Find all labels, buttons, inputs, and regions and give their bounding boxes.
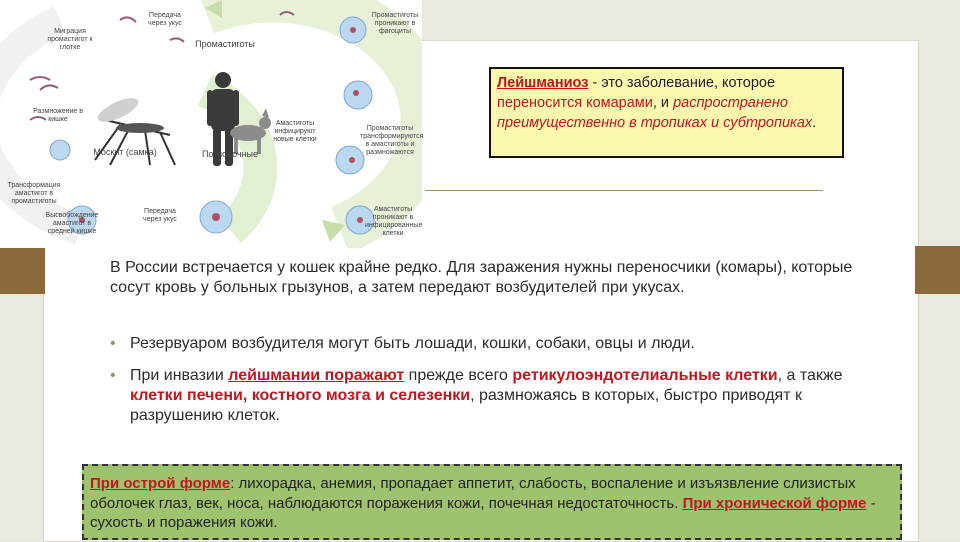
label-promastigotes: Промастиготы	[195, 39, 255, 49]
bullet-icon: •	[110, 335, 116, 352]
russia-paragraph	[110, 258, 870, 298]
label-mosquito: Москит (самка)	[93, 147, 157, 157]
label-release: Высвобождение амастигот в средней кишке	[45, 212, 99, 235]
acute-form-text: : лихорадка, анемия, пропадает аппетит, слабость, воспаление и изъязвление слизистых оболочек глаз, век, носа, наблюдаются поражения кожи, почечная недостаточность.	[90, 475, 856, 512]
label-promast-transform: Промастиготы трансформируются в амастиготы и размножаются	[360, 125, 424, 156]
callout-text-3: , и	[652, 95, 674, 111]
bullet-invasion-text-a: При инвазии	[130, 367, 229, 384]
bullet-invasion-text-f: клетки печени, костного мозга и селезенки	[130, 387, 471, 404]
bullet-invasion-text-g: , размножаясь в которых, быстро приводят к разрушению клеток.	[130, 387, 802, 424]
chronic-form-text: - сухость и поражения кожи.	[90, 494, 876, 531]
acute-form-label: При острой форме	[90, 475, 231, 492]
label-vertebrate: Позвоночные	[201, 149, 259, 159]
label-bite2: Передача через укус	[143, 208, 177, 223]
callout-text-4: распространено преимущественно в тропиках и субтропиках	[497, 95, 813, 131]
callout-text-1: - это заболевание, которое	[588, 75, 776, 91]
label-bite1: Передача через укус	[148, 12, 182, 27]
label-phago: Промастиготы проникают в фагоциты	[371, 12, 419, 35]
callout-text-5: .	[812, 115, 817, 131]
bullet-icon: •	[110, 367, 116, 384]
bullet-invasion-text-b: лейшмании поражают	[228, 367, 405, 384]
callout-text-2: переносится комарами	[497, 95, 653, 111]
right-accent-bar	[915, 246, 960, 294]
label-migration: Миграция промастигот к глотке	[47, 28, 93, 51]
label-transform-gut: Трансформация амастигот в промастиготы	[7, 182, 61, 205]
forms-box	[82, 464, 902, 540]
bullet-invasion-text-d: ретикулоэндотелиальные клетки	[512, 367, 778, 384]
leishmania-lifecycle-diagram	[0, 0, 422, 248]
bullet-invasion-text-c: прежде всего	[404, 367, 513, 384]
label-amast-cells: Амастиготы проникают в инфицированные клетки	[365, 206, 423, 237]
left-accent-bar	[0, 246, 45, 294]
bullet-reservoir	[110, 334, 870, 354]
bullet-invasion	[110, 366, 870, 426]
bullet-invasion-text-e: , а также	[777, 367, 843, 384]
bullet-reservoir-text: Резервуаром возбудителя могут быть лошади, кошки, собаки, овцы и люди.	[130, 335, 695, 352]
russia-paragraph-text: В России встречается у кошек крайне редко. Для заражения нужны переносчики (комары), которые сосут кровь у больных грызунов, а затем передают возбудителей при укусах.	[110, 259, 853, 296]
label-multiply: Размножение в кишке	[33, 108, 83, 123]
definition-callout	[489, 67, 844, 158]
divider-line	[425, 190, 823, 191]
chronic-form-label: При хронической форме	[682, 494, 867, 512]
term-leishmaniasis: Лейшманиоз	[497, 75, 589, 91]
label-amastigotes-infect: Амастиготы инфицируют новые клетки	[273, 120, 317, 143]
